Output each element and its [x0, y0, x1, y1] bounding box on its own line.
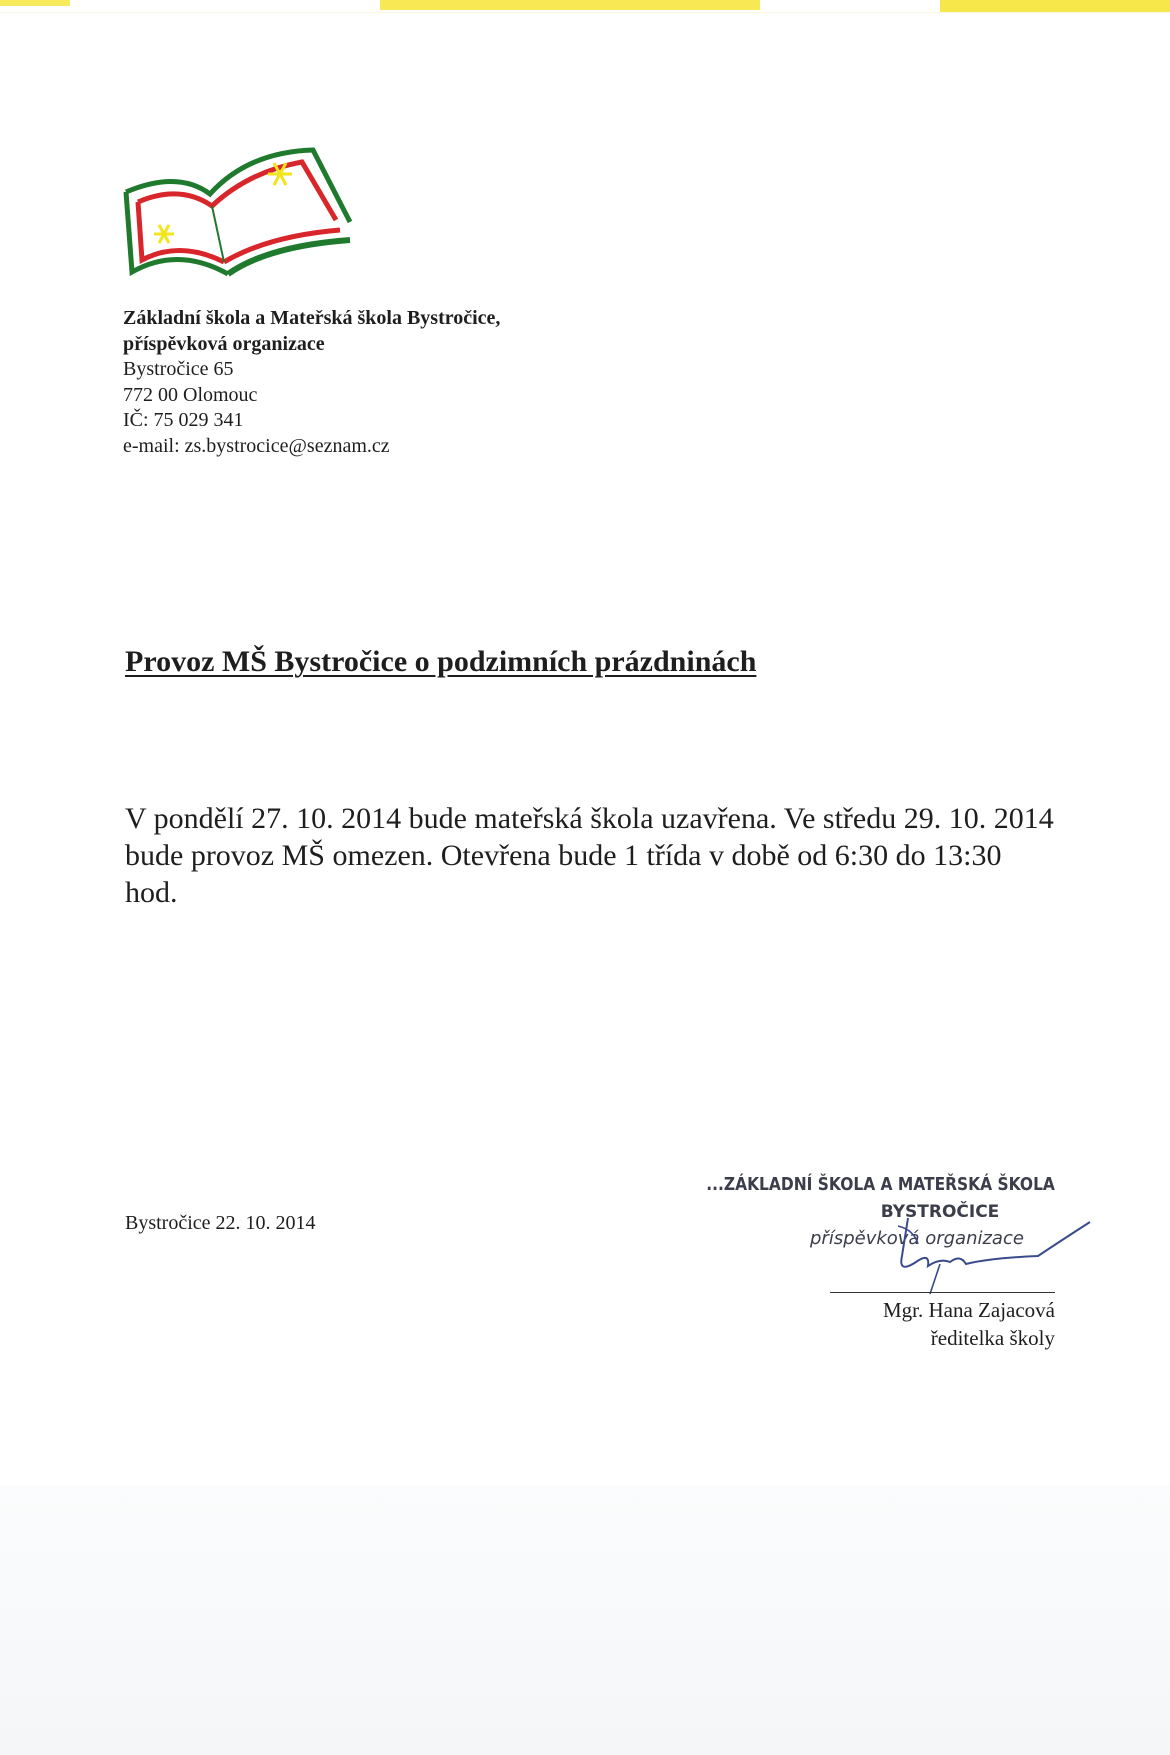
school-stamp — [706, 1170, 1080, 1300]
stamp-line-3: příspěvková organizace — [810, 1228, 1024, 1249]
school-header — [123, 306, 500, 459]
document-title: Provoz MŠ Bystročice o podzimních prázdninách — [125, 645, 757, 678]
scan-bottom-shade — [0, 1485, 1170, 1755]
signer-block — [830, 1296, 1055, 1352]
place-date: Bystročice 22. 10. 2014 — [125, 1212, 316, 1234]
stamp-line-1: ...ZÁKLADNÍ ŠKOLA A MATEŘSKÁ ŠKOLA — [706, 1172, 1055, 1195]
school-city: 772 00 Olomouc — [123, 383, 258, 406]
stamp-line-2: BYSTROČICE — [880, 1202, 1000, 1222]
signature-line — [830, 1292, 1055, 1293]
school-ico: IČ: 75 029 341 — [123, 409, 244, 431]
school-name: Základní škola a Mateřská škola Bystročice, — [123, 307, 501, 329]
school-logo-book-icon — [118, 142, 353, 284]
scan-edge-yellow — [0, 0, 1170, 14]
signer-name: Mgr. Hana Zajacová — [882, 1298, 1055, 1322]
document-body: V pondělí 27. 10. 2014 bude mateřská škola uzavřena. Ve středu 29. 10. 2014 bude provoz MŠ omezen. Otevřena bude 1 třída v době od 6:30 do 13:30 hod. — [125, 802, 1054, 909]
school-email: e-mail: zs.bystrocice@seznam.cz — [123, 434, 390, 457]
school-street: Bystročice 65 — [123, 358, 234, 380]
signer-role: ředitelka školy — [930, 1326, 1055, 1350]
school-org-type: příspěvková organizace — [123, 332, 325, 355]
